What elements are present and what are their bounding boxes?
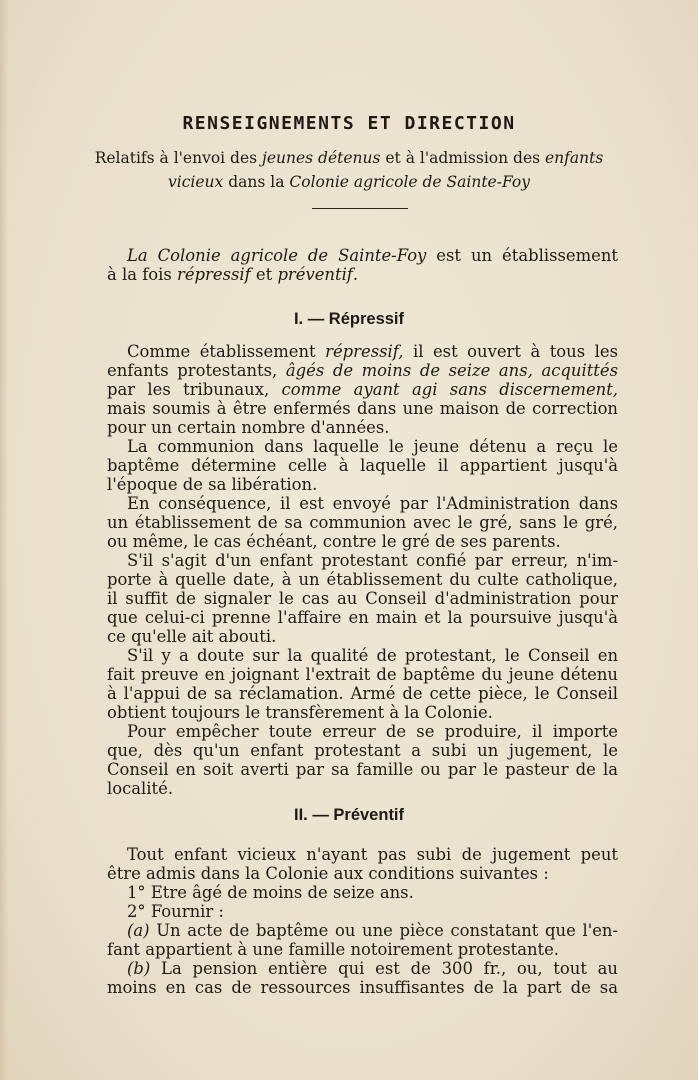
subtitle-line-1	[0, 146, 698, 170]
paragraph-line	[127, 959, 618, 978]
text-run: enfants protestants,	[107, 361, 286, 380]
italic-run: comme ayant agi sans discernement,	[281, 380, 618, 399]
text-run: La pension entière qui est de 300 fr., ou, tout au	[150, 959, 618, 978]
paragraph-line: moins en cas de ressources insuffisantes de la part de sa	[107, 978, 618, 997]
section-heading-preventif: II. — Préventif	[293, 806, 405, 824]
paragraph-line: obtient toujours le transfèrement à la Colonie.	[107, 703, 493, 722]
italic-run: (b)	[127, 959, 151, 978]
paragraph-line	[107, 361, 618, 380]
text-run: Un acte de baptême ou une pièce constatant que l'en-	[149, 921, 618, 940]
paragraph-line: que celui-ci prenne l'affaire en main et la poursuive jusqu'à	[107, 608, 618, 627]
paragraph-line: ou même, le cas échéant, contre le gré de ses parents.	[107, 532, 561, 551]
paragraph-line: être admis dans la Colonie aux conditions suivantes :	[107, 864, 549, 883]
italic-run: âgés de moins de seize ans, acquittés	[285, 361, 618, 380]
section-heading-repressif: I. — Répressif	[293, 310, 405, 328]
intro-text: .	[352, 265, 359, 284]
intro-line	[127, 246, 618, 265]
paragraph-line: S'il y a doute sur la qualité de protestant, le Conseil en	[127, 646, 618, 665]
subtitle-italic: jeunes détenus	[262, 149, 381, 167]
paragraph-line	[107, 380, 618, 399]
paragraph-line: mais soumis à être enfermés dans une maison de correction	[107, 399, 618, 418]
paragraph-line: S'il s'agit d'un enfant protestant confié par erreur, n'im-	[127, 551, 618, 570]
italic-run: répressif,	[325, 342, 404, 361]
subtitle-italic: enfants	[545, 149, 604, 167]
paragraph-line: baptême détermine celle à laquelle il appartient jusqu'à	[107, 456, 618, 475]
intro-italic: répressif	[177, 265, 251, 284]
paragraph-line: il suffit de signaler le cas au Conseil d'administration pour	[107, 589, 618, 608]
paragraph-line: Pour empêcher toute erreur de se produire, il importe	[127, 722, 618, 741]
paragraph-line: ce qu'elle ait abouti.	[107, 627, 277, 646]
intro-italic: La Colonie agricole de Sainte-Foy	[127, 246, 427, 265]
paragraph-line: un établissement de sa communion avec le gré, sans le gré,	[107, 513, 618, 532]
divider-rule	[312, 208, 408, 209]
paragraph-line: Tout enfant vicieux n'ayant pas subi de jugement peut	[127, 845, 618, 864]
paragraph-line	[127, 342, 618, 361]
paragraph-line: que, dès qu'un enfant protestant a subi un jugement, le	[107, 741, 618, 760]
subtitle-line-2	[0, 170, 698, 194]
intro-text: et	[250, 265, 278, 284]
paragraph-line: 1° Etre âgé de moins de seize ans.	[127, 883, 414, 902]
subtitle-text: Relatifs à l'envoi des	[94, 149, 263, 167]
page-title: RENSEIGNEMENTS ET DIRECTION	[182, 113, 516, 134]
paragraph-line: l'époque de sa libération.	[107, 475, 318, 494]
italic-run: (a)	[127, 921, 150, 940]
paragraph-line: La communion dans laquelle le jeune détenu a reçu le	[127, 437, 618, 456]
paragraph-line: fait preuve en joignant l'extrait de baptême du jeune détenu	[107, 665, 618, 684]
text-run: par les tribunaux,	[107, 380, 282, 399]
intro-line	[107, 265, 618, 284]
paragraph-line: porte à quelle date, à un établissement du culte catholique,	[107, 570, 618, 589]
paragraph-line: Conseil en soit averti par sa famille ou par le pasteur de la	[107, 760, 618, 779]
paragraph-line	[127, 921, 618, 940]
paragraph-line: 2° Fournir :	[127, 902, 224, 921]
intro-text: est un établissement	[426, 246, 619, 265]
text-run: il est ouvert à tous les	[403, 342, 618, 361]
paragraph-line: localité.	[107, 779, 174, 798]
intro-italic: préventif	[277, 265, 353, 284]
text-run: Comme établissement	[127, 342, 326, 361]
paragraph-line: pour un certain nombre d'années.	[107, 418, 390, 437]
paragraph-line: à l'appui de sa réclamation. Armé de cette pièce, le Conseil	[107, 684, 618, 703]
paragraph-line: fant appartient à une famille notoirement protestante.	[107, 940, 560, 959]
subtitle-text: et à l'admission des	[380, 149, 545, 167]
subtitle-text: dans la	[223, 173, 290, 191]
subtitle-italic: vicieux	[168, 173, 224, 191]
intro-text: à la fois	[107, 265, 178, 284]
paragraph-line: En conséquence, il est envoyé par l'Administration dans	[127, 494, 618, 513]
subtitle-italic: Colonie agricole de Sainte-Foy	[289, 173, 530, 191]
